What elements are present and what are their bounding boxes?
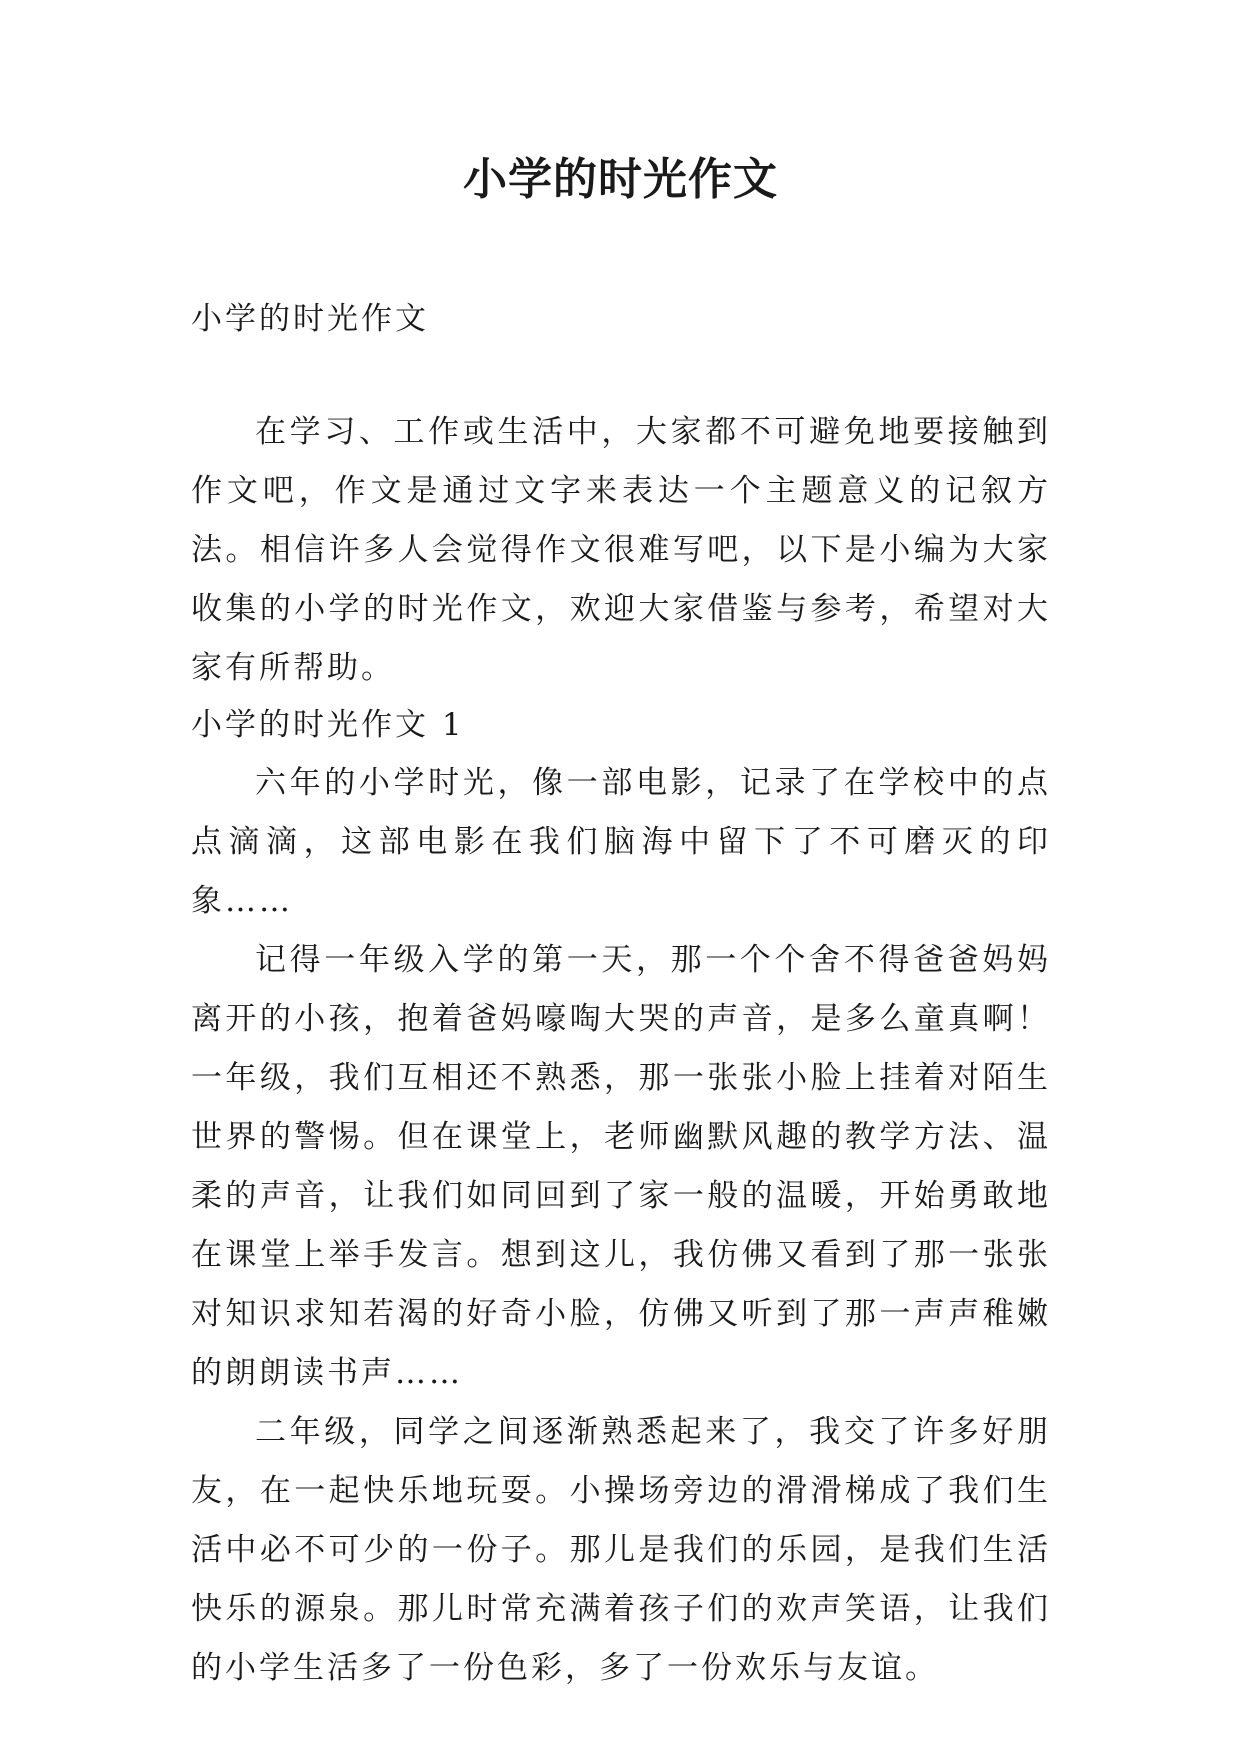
document-title: 小学的时光作文 [463, 154, 778, 205]
paragraph-2: 记得一年级入学的第一天，那一个个舍不得爸爸妈妈离开的小孩，抱着爸妈嚎啕大哭的声音，是多么童真啊！一年级，我们互相还不熟悉，那一张张小脸上挂着对陌生世界的警惕。但在课堂上，老师幽默风趣的教学方法、温柔的声音，让我们如同回到了家一般的温暖，开始勇敢地在课堂上举手发言。想到这儿，我仿佛又看到了那一张张对知识求知若渴的好奇小脸，仿佛又听到了那一声声稚嫩的朗朗读书声…… [191, 942, 1051, 1391]
paragraph-1: 六年的小学时光，像一部电影，记录了在学校中的点点滴滴，这部电影在我们脑海中留下了不可磨灭的印象…… [191, 765, 1051, 919]
section-body [191, 754, 1051, 1698]
intro-paragraph: 在学习、工作或生活中，大家都不可避免地要接触到作文吧，作文是通过文字来表达一个主题意义的记叙方法。相信许多人会觉得作文很难写吧，以下是小编为大家收集的小学的时光作文，欢迎大家借鉴与参考，希望对大家有所帮助。 [191, 414, 1051, 686]
document-subtitle: 小学的时光作文 [191, 301, 429, 337]
paragraph-3: 二年级，同学之间逐渐熟悉起来了，我交了许多好朋友，在一起快乐地玩耍。小操场旁边的滑滑梯成了我们生活中必不可少的一份子。那儿是我们的乐园，是我们生活快乐的源泉。那儿时常充满着孩子们的欢声笑语，让我们的小学生活多了一份色彩，多了一份欢乐与友谊。 [191, 1414, 1051, 1686]
section-heading: 小学的时光作文 1 [191, 707, 465, 743]
